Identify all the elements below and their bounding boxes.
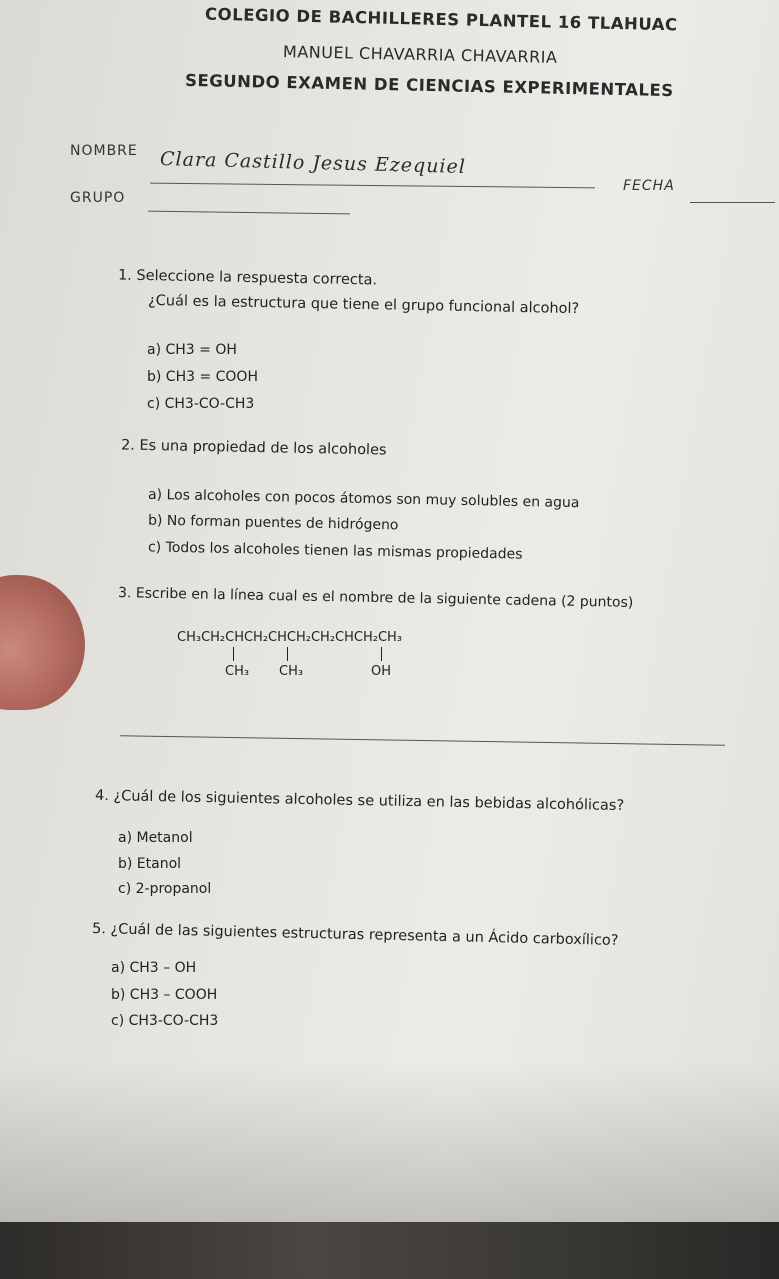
school-name: COLEGIO DE BACHILLERES PLANTEL 16 TLAHUAC xyxy=(204,4,678,35)
chemical-chain: CH₃CH₂CHCH₂CHCH₂CH₂CHCH₂CH₃ xyxy=(177,630,403,645)
q1-question: ¿Cuál es la estructura que tiene el grupo funcional alcohol? xyxy=(147,292,580,318)
substituent-methyl-2: CH₃ xyxy=(279,664,304,679)
substituent-hydroxyl: OH xyxy=(371,664,392,679)
name-handwritten: Clara Castillo Jesus Ezequiel xyxy=(159,147,467,179)
name-line xyxy=(150,183,595,189)
background-floor xyxy=(0,1222,779,1279)
q4-option-c: c) 2-propanol xyxy=(118,881,212,897)
bond-2 xyxy=(287,647,288,661)
substituent-methyl-1: CH₃ xyxy=(225,664,250,679)
q2-option-c: c) Todos los alcoholes tienen las mismas propiedades xyxy=(147,539,523,563)
q2-title: 2. Es una propiedad de los alcoholes xyxy=(120,437,387,459)
q4-option-b: b) Etanol xyxy=(118,856,182,872)
q1-title: 1. Seleccione la respuesta correcta. xyxy=(117,267,378,289)
q5-title: 5. ¿Cuál de las siguientes estructuras representa a un Ácido carboxílico? xyxy=(91,921,619,949)
q2-option-a: a) Los alcoholes con pocos átomos son muy solubles en agua xyxy=(147,486,580,512)
group-line xyxy=(148,211,350,215)
answer-line[interactable] xyxy=(120,735,725,746)
paper-shadow xyxy=(0,1060,779,1225)
name-label: NOMBRE xyxy=(70,143,138,159)
bond-3 xyxy=(381,647,382,661)
q5-option-c: c) CH3-CO-CH3 xyxy=(111,1013,219,1029)
q2-option-b: b) No forman puentes de hidrógeno xyxy=(147,512,399,534)
exam-title: SEGUNDO EXAMEN DE CIENCIAS EXPERIMENTALES xyxy=(184,70,674,101)
group-label: GRUPO xyxy=(70,190,126,206)
finger-photo xyxy=(0,575,85,710)
q3-title: 3. Escribe en la línea cual es el nombre de la siguiente cadena (2 puntos) xyxy=(117,585,634,611)
q1-option-c: c) CH3-CO-CH3 xyxy=(147,396,255,412)
q1-option-a: a) CH3 = OH xyxy=(147,342,237,358)
date-label: FECHA xyxy=(623,178,675,194)
q5-option-a: a) CH3 – OH xyxy=(111,960,197,976)
school-subtitle: MANUEL CHAVARRIA CHAVARRIA xyxy=(282,42,558,67)
q1-option-b: b) CH3 = COOH xyxy=(147,369,258,385)
q4-option-a: a) Metanol xyxy=(118,830,193,846)
q5-option-b: b) CH3 – COOH xyxy=(111,987,218,1003)
date-line xyxy=(690,202,775,203)
q4-title: 4. ¿Cuál de los siguientes alcoholes se utiliza en las bebidas alcohólicas? xyxy=(94,787,625,815)
bond-1 xyxy=(233,647,234,661)
